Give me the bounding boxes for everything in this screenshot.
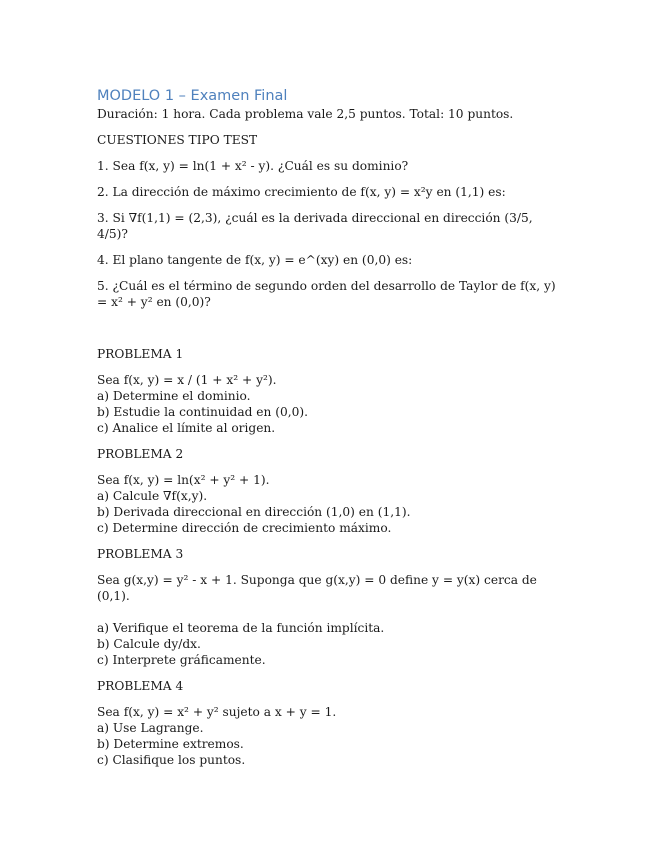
problem-2-statement: Sea f(x, y) = ln(x² + y² + 1). bbox=[97, 473, 270, 487]
problem-3-item-c: c) Interprete gráficamente. bbox=[97, 653, 266, 667]
document-content bbox=[97, 86, 567, 768]
problem-4-item-b: b) Determine extremos. bbox=[97, 737, 244, 751]
problem-1-item-c: c) Analice el límite al origen. bbox=[97, 421, 276, 435]
problem-2-title: PROBLEMA 2 bbox=[97, 447, 184, 461]
question-4: 4. El plano tangente de f(x, y) = e^(xy) en (0,0) es: bbox=[97, 253, 413, 267]
problem-3-item-b: b) Calcule dy/dx. bbox=[97, 637, 201, 651]
problem-4-statement: Sea f(x, y) = x² + y² sujeto a x + y = 1. bbox=[97, 705, 337, 719]
problem-4-title: PROBLEMA 4 bbox=[97, 679, 184, 693]
exam-intro: Duración: 1 hora. Cada problema vale 2,5 puntos. Total: 10 puntos. bbox=[97, 107, 514, 121]
problem-4-item-c: c) Clasifique los puntos. bbox=[97, 753, 246, 767]
problem-4-item-a: a) Use Lagrange. bbox=[97, 721, 204, 735]
problem-2-item-c: c) Determine dirección de crecimiento máximo. bbox=[97, 521, 392, 535]
question-5: 5. ¿Cuál es el término de segundo orden del desarrollo de Taylor de f(x, y) = x² + y² en (0,0)? bbox=[97, 279, 556, 309]
problem-1-item-a: a) Determine el dominio. bbox=[97, 389, 251, 403]
problem-3-statement: Sea g(x,y) = y² - x + 1. Suponga que g(x,y) = 0 define y = y(x) cerca de (0,1). bbox=[97, 573, 537, 603]
problem-2-item-b: b) Derivada direccional en dirección (1,0) en (1,1). bbox=[97, 505, 411, 519]
exam-title: MODELO 1 – Examen Final bbox=[97, 88, 288, 104]
problem-1-statement: Sea f(x, y) = x / (1 + x² + y²). bbox=[97, 373, 277, 387]
problem-2-item-a: a) Calcule ∇f(x,y). bbox=[97, 489, 208, 503]
question-2: 2. La dirección de máximo crecimiento de f(x, y) = x²y en (1,1) es: bbox=[97, 185, 506, 199]
problem-3-title: PROBLEMA 3 bbox=[97, 547, 184, 561]
question-1: 1. Sea f(x, y) = ln(1 + x² - y). ¿Cuál es su dominio? bbox=[97, 159, 409, 173]
problem-3-item-a: a) Verifique el teorema de la función implícita. bbox=[97, 621, 385, 635]
question-3: 3. Si ∇f(1,1) = (2,3), ¿cuál es la derivada direccional en dirección (3/5, 4/5)? bbox=[97, 211, 533, 241]
test-section-heading: CUESTIONES TIPO TEST bbox=[97, 133, 258, 147]
problem-1-title: PROBLEMA 1 bbox=[97, 347, 184, 361]
problem-1-item-b: b) Estudie la continuidad en (0,0). bbox=[97, 405, 309, 419]
